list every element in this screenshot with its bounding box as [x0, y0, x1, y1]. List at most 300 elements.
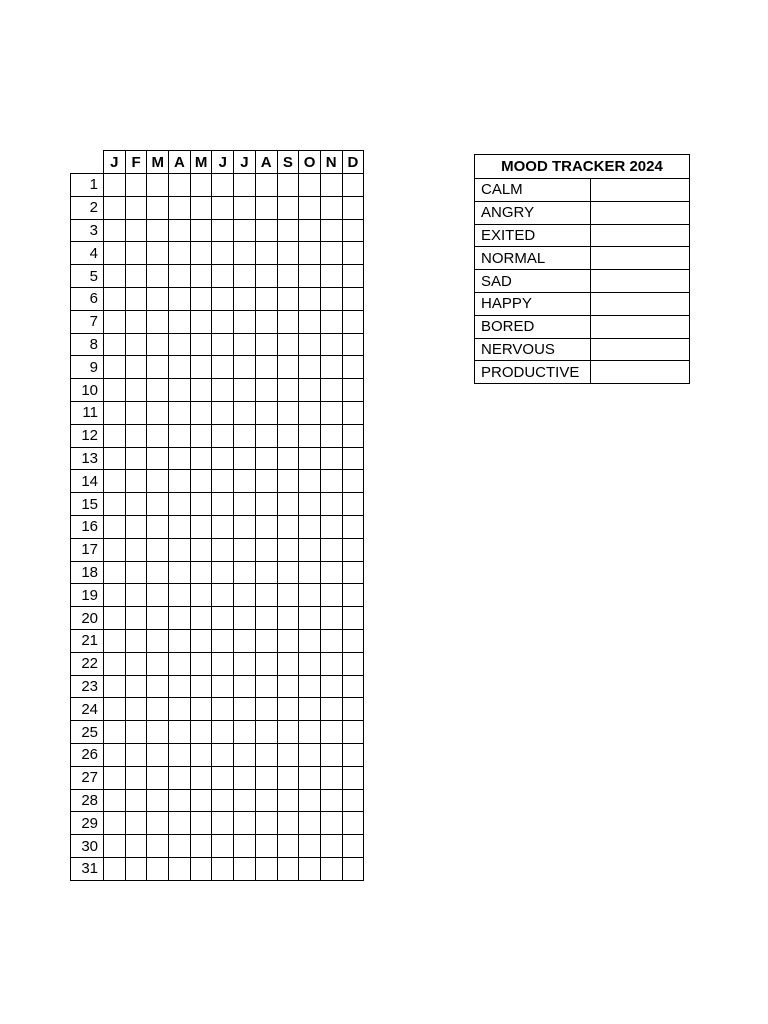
- mood-cell[interactable]: [277, 789, 299, 812]
- mood-cell[interactable]: [234, 743, 256, 766]
- mood-cell[interactable]: [169, 447, 191, 470]
- mood-cell[interactable]: [299, 447, 321, 470]
- mood-cell[interactable]: [169, 721, 191, 744]
- mood-cell[interactable]: [234, 424, 256, 447]
- mood-cell[interactable]: [255, 675, 277, 698]
- mood-cell[interactable]: [342, 652, 364, 675]
- mood-cell[interactable]: [299, 652, 321, 675]
- mood-cell[interactable]: [125, 196, 147, 219]
- mood-cell[interactable]: [255, 743, 277, 766]
- mood-cell[interactable]: [169, 401, 191, 424]
- mood-cell[interactable]: [147, 310, 169, 333]
- mood-cell[interactable]: [299, 333, 321, 356]
- mood-cell[interactable]: [104, 698, 126, 721]
- mood-cell[interactable]: [342, 447, 364, 470]
- mood-cell[interactable]: [190, 857, 212, 880]
- mood-cell[interactable]: [169, 652, 191, 675]
- mood-cell[interactable]: [169, 515, 191, 538]
- mood-cell[interactable]: [342, 835, 364, 858]
- mood-cell[interactable]: [169, 174, 191, 197]
- mood-cell[interactable]: [212, 265, 234, 288]
- mood-cell[interactable]: [104, 629, 126, 652]
- mood-cell[interactable]: [277, 424, 299, 447]
- mood-cell[interactable]: [299, 356, 321, 379]
- mood-cell[interactable]: [104, 287, 126, 310]
- mood-cell[interactable]: [277, 607, 299, 630]
- mood-cell[interactable]: [234, 310, 256, 333]
- mood-cell[interactable]: [147, 424, 169, 447]
- mood-cell[interactable]: [342, 219, 364, 242]
- mood-cell[interactable]: [234, 607, 256, 630]
- mood-cell[interactable]: [104, 743, 126, 766]
- mood-cell[interactable]: [277, 743, 299, 766]
- mood-cell[interactable]: [190, 835, 212, 858]
- mood-cell[interactable]: [299, 379, 321, 402]
- mood-cell[interactable]: [234, 538, 256, 561]
- mood-cell[interactable]: [104, 174, 126, 197]
- mood-cell[interactable]: [169, 424, 191, 447]
- mood-cell[interactable]: [125, 721, 147, 744]
- mood-cell[interactable]: [190, 265, 212, 288]
- mood-cell[interactable]: [255, 401, 277, 424]
- mood-cell[interactable]: [234, 470, 256, 493]
- mood-cell[interactable]: [234, 447, 256, 470]
- mood-cell[interactable]: [169, 538, 191, 561]
- mood-cell[interactable]: [104, 835, 126, 858]
- mood-cell[interactable]: [342, 287, 364, 310]
- mood-cell[interactable]: [342, 743, 364, 766]
- mood-cell[interactable]: [212, 196, 234, 219]
- mood-cell[interactable]: [147, 470, 169, 493]
- mood-cell[interactable]: [190, 538, 212, 561]
- mood-cell[interactable]: [125, 789, 147, 812]
- mood-cell[interactable]: [277, 287, 299, 310]
- mood-cell[interactable]: [320, 196, 342, 219]
- mood-cell[interactable]: [169, 835, 191, 858]
- mood-cell[interactable]: [125, 356, 147, 379]
- mood-cell[interactable]: [299, 812, 321, 835]
- mood-cell[interactable]: [104, 356, 126, 379]
- mood-cell[interactable]: [104, 561, 126, 584]
- mood-cell[interactable]: [104, 424, 126, 447]
- mood-cell[interactable]: [320, 652, 342, 675]
- mood-cell[interactable]: [147, 698, 169, 721]
- mood-cell[interactable]: [255, 538, 277, 561]
- mood-cell[interactable]: [320, 766, 342, 789]
- mood-cell[interactable]: [320, 629, 342, 652]
- mood-cell[interactable]: [277, 698, 299, 721]
- mood-cell[interactable]: [320, 698, 342, 721]
- mood-cell[interactable]: [277, 857, 299, 880]
- mood-cell[interactable]: [342, 515, 364, 538]
- mood-cell[interactable]: [255, 766, 277, 789]
- mood-cell[interactable]: [299, 698, 321, 721]
- mood-cell[interactable]: [277, 379, 299, 402]
- mood-cell[interactable]: [125, 812, 147, 835]
- mood-cell[interactable]: [125, 743, 147, 766]
- mood-cell[interactable]: [169, 561, 191, 584]
- mood-cell[interactable]: [169, 629, 191, 652]
- mood-cell[interactable]: [320, 835, 342, 858]
- mood-cell[interactable]: [212, 174, 234, 197]
- mood-cell[interactable]: [147, 584, 169, 607]
- mood-cell[interactable]: [212, 356, 234, 379]
- mood-cell[interactable]: [342, 424, 364, 447]
- mood-cell[interactable]: [299, 265, 321, 288]
- mood-cell[interactable]: [125, 652, 147, 675]
- mood-cell[interactable]: [342, 356, 364, 379]
- mood-cell[interactable]: [299, 857, 321, 880]
- mood-cell[interactable]: [212, 493, 234, 516]
- mood-cell[interactable]: [169, 789, 191, 812]
- mood-cell[interactable]: [212, 721, 234, 744]
- mood-cell[interactable]: [320, 310, 342, 333]
- mood-cell[interactable]: [234, 356, 256, 379]
- mood-cell[interactable]: [169, 743, 191, 766]
- mood-cell[interactable]: [169, 584, 191, 607]
- mood-cell[interactable]: [255, 493, 277, 516]
- mood-cell[interactable]: [320, 493, 342, 516]
- mood-color-swatch[interactable]: [591, 224, 690, 247]
- mood-cell[interactable]: [190, 652, 212, 675]
- mood-cell[interactable]: [125, 447, 147, 470]
- mood-cell[interactable]: [190, 515, 212, 538]
- mood-cell[interactable]: [212, 698, 234, 721]
- mood-cell[interactable]: [104, 721, 126, 744]
- mood-cell[interactable]: [125, 584, 147, 607]
- mood-cell[interactable]: [190, 196, 212, 219]
- mood-cell[interactable]: [169, 310, 191, 333]
- mood-cell[interactable]: [125, 265, 147, 288]
- mood-cell[interactable]: [234, 401, 256, 424]
- mood-cell[interactable]: [169, 287, 191, 310]
- mood-cell[interactable]: [277, 470, 299, 493]
- mood-cell[interactable]: [255, 515, 277, 538]
- mood-cell[interactable]: [255, 584, 277, 607]
- mood-cell[interactable]: [147, 493, 169, 516]
- mood-cell[interactable]: [190, 401, 212, 424]
- mood-cell[interactable]: [147, 652, 169, 675]
- mood-cell[interactable]: [125, 333, 147, 356]
- mood-cell[interactable]: [212, 835, 234, 858]
- mood-cell[interactable]: [277, 835, 299, 858]
- mood-cell[interactable]: [190, 743, 212, 766]
- mood-cell[interactable]: [277, 401, 299, 424]
- mood-cell[interactable]: [234, 174, 256, 197]
- mood-cell[interactable]: [299, 721, 321, 744]
- mood-cell[interactable]: [320, 721, 342, 744]
- mood-cell[interactable]: [104, 265, 126, 288]
- mood-cell[interactable]: [342, 789, 364, 812]
- mood-cell[interactable]: [255, 379, 277, 402]
- mood-cell[interactable]: [104, 310, 126, 333]
- mood-cell[interactable]: [190, 607, 212, 630]
- mood-cell[interactable]: [255, 196, 277, 219]
- mood-cell[interactable]: [212, 561, 234, 584]
- mood-cell[interactable]: [190, 698, 212, 721]
- mood-color-swatch[interactable]: [591, 247, 690, 270]
- mood-cell[interactable]: [212, 470, 234, 493]
- mood-cell[interactable]: [342, 174, 364, 197]
- mood-cell[interactable]: [125, 766, 147, 789]
- mood-cell[interactable]: [299, 743, 321, 766]
- mood-cell[interactable]: [255, 561, 277, 584]
- mood-cell[interactable]: [147, 721, 169, 744]
- mood-cell[interactable]: [190, 333, 212, 356]
- mood-cell[interactable]: [299, 493, 321, 516]
- mood-cell[interactable]: [320, 675, 342, 698]
- mood-cell[interactable]: [169, 196, 191, 219]
- mood-cell[interactable]: [147, 675, 169, 698]
- mood-cell[interactable]: [212, 287, 234, 310]
- mood-cell[interactable]: [190, 310, 212, 333]
- mood-cell[interactable]: [104, 584, 126, 607]
- mood-cell[interactable]: [255, 174, 277, 197]
- mood-cell[interactable]: [212, 652, 234, 675]
- mood-cell[interactable]: [234, 675, 256, 698]
- mood-cell[interactable]: [125, 287, 147, 310]
- mood-cell[interactable]: [212, 857, 234, 880]
- mood-cell[interactable]: [342, 721, 364, 744]
- mood-cell[interactable]: [147, 812, 169, 835]
- mood-cell[interactable]: [234, 584, 256, 607]
- mood-cell[interactable]: [255, 242, 277, 265]
- mood-cell[interactable]: [125, 857, 147, 880]
- mood-cell[interactable]: [255, 310, 277, 333]
- mood-cell[interactable]: [277, 538, 299, 561]
- mood-cell[interactable]: [147, 857, 169, 880]
- mood-cell[interactable]: [342, 607, 364, 630]
- mood-cell[interactable]: [212, 242, 234, 265]
- mood-cell[interactable]: [234, 721, 256, 744]
- mood-cell[interactable]: [147, 561, 169, 584]
- mood-cell[interactable]: [299, 174, 321, 197]
- mood-cell[interactable]: [299, 675, 321, 698]
- mood-cell[interactable]: [104, 401, 126, 424]
- mood-cell[interactable]: [277, 219, 299, 242]
- mood-cell[interactable]: [234, 196, 256, 219]
- mood-cell[interactable]: [342, 629, 364, 652]
- mood-cell[interactable]: [255, 470, 277, 493]
- mood-cell[interactable]: [147, 379, 169, 402]
- mood-cell[interactable]: [277, 721, 299, 744]
- mood-cell[interactable]: [104, 652, 126, 675]
- mood-cell[interactable]: [320, 174, 342, 197]
- mood-cell[interactable]: [299, 766, 321, 789]
- mood-cell[interactable]: [169, 493, 191, 516]
- mood-cell[interactable]: [104, 333, 126, 356]
- mood-cell[interactable]: [320, 515, 342, 538]
- mood-cell[interactable]: [190, 174, 212, 197]
- mood-cell[interactable]: [342, 265, 364, 288]
- mood-cell[interactable]: [147, 629, 169, 652]
- mood-cell[interactable]: [104, 675, 126, 698]
- mood-cell[interactable]: [320, 424, 342, 447]
- mood-cell[interactable]: [320, 287, 342, 310]
- mood-cell[interactable]: [255, 333, 277, 356]
- mood-cell[interactable]: [299, 196, 321, 219]
- mood-cell[interactable]: [234, 561, 256, 584]
- mood-cell[interactable]: [299, 629, 321, 652]
- mood-cell[interactable]: [277, 333, 299, 356]
- mood-cell[interactable]: [147, 196, 169, 219]
- mood-cell[interactable]: [125, 698, 147, 721]
- mood-color-swatch[interactable]: [591, 338, 690, 361]
- mood-cell[interactable]: [234, 812, 256, 835]
- mood-cell[interactable]: [104, 219, 126, 242]
- mood-cell[interactable]: [320, 561, 342, 584]
- mood-cell[interactable]: [342, 196, 364, 219]
- mood-cell[interactable]: [277, 561, 299, 584]
- mood-cell[interactable]: [147, 515, 169, 538]
- mood-cell[interactable]: [342, 310, 364, 333]
- mood-cell[interactable]: [169, 379, 191, 402]
- mood-cell[interactable]: [212, 310, 234, 333]
- mood-cell[interactable]: [190, 447, 212, 470]
- mood-cell[interactable]: [125, 493, 147, 516]
- mood-cell[interactable]: [320, 812, 342, 835]
- mood-color-swatch[interactable]: [591, 179, 690, 202]
- mood-cell[interactable]: [147, 356, 169, 379]
- mood-cell[interactable]: [147, 607, 169, 630]
- mood-cell[interactable]: [320, 242, 342, 265]
- mood-cell[interactable]: [299, 538, 321, 561]
- mood-cell[interactable]: [255, 287, 277, 310]
- mood-cell[interactable]: [104, 607, 126, 630]
- mood-cell[interactable]: [190, 584, 212, 607]
- mood-cell[interactable]: [147, 538, 169, 561]
- mood-cell[interactable]: [255, 835, 277, 858]
- mood-cell[interactable]: [255, 607, 277, 630]
- mood-cell[interactable]: [255, 698, 277, 721]
- mood-cell[interactable]: [234, 287, 256, 310]
- mood-cell[interactable]: [190, 242, 212, 265]
- mood-cell[interactable]: [234, 515, 256, 538]
- mood-cell[interactable]: [190, 789, 212, 812]
- mood-cell[interactable]: [104, 538, 126, 561]
- mood-cell[interactable]: [277, 812, 299, 835]
- mood-cell[interactable]: [125, 401, 147, 424]
- mood-cell[interactable]: [125, 424, 147, 447]
- mood-cell[interactable]: [342, 242, 364, 265]
- mood-cell[interactable]: [342, 561, 364, 584]
- mood-cell[interactable]: [234, 379, 256, 402]
- mood-color-swatch[interactable]: [591, 201, 690, 224]
- mood-cell[interactable]: [147, 287, 169, 310]
- mood-cell[interactable]: [212, 675, 234, 698]
- mood-cell[interactable]: [104, 470, 126, 493]
- mood-cell[interactable]: [212, 789, 234, 812]
- mood-cell[interactable]: [125, 242, 147, 265]
- mood-cell[interactable]: [320, 584, 342, 607]
- mood-cell[interactable]: [255, 424, 277, 447]
- mood-cell[interactable]: [320, 470, 342, 493]
- mood-cell[interactable]: [190, 219, 212, 242]
- mood-cell[interactable]: [125, 629, 147, 652]
- mood-cell[interactable]: [104, 196, 126, 219]
- mood-cell[interactable]: [299, 287, 321, 310]
- mood-cell[interactable]: [104, 812, 126, 835]
- mood-cell[interactable]: [320, 743, 342, 766]
- mood-cell[interactable]: [320, 379, 342, 402]
- mood-cell[interactable]: [342, 493, 364, 516]
- mood-cell[interactable]: [255, 356, 277, 379]
- mood-cell[interactable]: [320, 789, 342, 812]
- mood-cell[interactable]: [190, 379, 212, 402]
- mood-cell[interactable]: [299, 789, 321, 812]
- mood-cell[interactable]: [147, 743, 169, 766]
- mood-cell[interactable]: [212, 766, 234, 789]
- mood-cell[interactable]: [169, 698, 191, 721]
- mood-cell[interactable]: [104, 789, 126, 812]
- mood-cell[interactable]: [299, 835, 321, 858]
- mood-cell[interactable]: [212, 629, 234, 652]
- mood-cell[interactable]: [320, 356, 342, 379]
- mood-cell[interactable]: [104, 493, 126, 516]
- mood-cell[interactable]: [147, 242, 169, 265]
- mood-cell[interactable]: [320, 401, 342, 424]
- mood-cell[interactable]: [320, 333, 342, 356]
- mood-cell[interactable]: [234, 835, 256, 858]
- mood-cell[interactable]: [104, 379, 126, 402]
- mood-cell[interactable]: [190, 470, 212, 493]
- mood-cell[interactable]: [255, 629, 277, 652]
- mood-cell[interactable]: [320, 265, 342, 288]
- mood-cell[interactable]: [255, 857, 277, 880]
- mood-cell[interactable]: [190, 561, 212, 584]
- mood-color-swatch[interactable]: [591, 315, 690, 338]
- mood-cell[interactable]: [169, 470, 191, 493]
- mood-cell[interactable]: [125, 310, 147, 333]
- mood-cell[interactable]: [212, 515, 234, 538]
- mood-cell[interactable]: [234, 333, 256, 356]
- mood-cell[interactable]: [320, 857, 342, 880]
- mood-cell[interactable]: [190, 721, 212, 744]
- mood-cell[interactable]: [342, 379, 364, 402]
- mood-cell[interactable]: [169, 857, 191, 880]
- mood-cell[interactable]: [125, 470, 147, 493]
- mood-cell[interactable]: [234, 652, 256, 675]
- mood-cell[interactable]: [277, 310, 299, 333]
- mood-cell[interactable]: [212, 379, 234, 402]
- mood-cell[interactable]: [234, 629, 256, 652]
- mood-cell[interactable]: [169, 766, 191, 789]
- mood-cell[interactable]: [299, 401, 321, 424]
- mood-cell[interactable]: [299, 242, 321, 265]
- mood-cell[interactable]: [320, 447, 342, 470]
- mood-cell[interactable]: [190, 356, 212, 379]
- mood-cell[interactable]: [342, 857, 364, 880]
- mood-cell[interactable]: [190, 287, 212, 310]
- mood-cell[interactable]: [234, 857, 256, 880]
- mood-cell[interactable]: [342, 401, 364, 424]
- mood-cell[interactable]: [255, 721, 277, 744]
- mood-color-swatch[interactable]: [591, 292, 690, 315]
- mood-cell[interactable]: [277, 629, 299, 652]
- mood-cell[interactable]: [147, 447, 169, 470]
- mood-cell[interactable]: [169, 219, 191, 242]
- mood-cell[interactable]: [234, 789, 256, 812]
- mood-cell[interactable]: [234, 242, 256, 265]
- mood-cell[interactable]: [190, 675, 212, 698]
- mood-cell[interactable]: [234, 493, 256, 516]
- mood-cell[interactable]: [299, 424, 321, 447]
- mood-cell[interactable]: [212, 743, 234, 766]
- mood-cell[interactable]: [277, 515, 299, 538]
- mood-cell[interactable]: [125, 561, 147, 584]
- mood-cell[interactable]: [125, 379, 147, 402]
- mood-cell[interactable]: [234, 219, 256, 242]
